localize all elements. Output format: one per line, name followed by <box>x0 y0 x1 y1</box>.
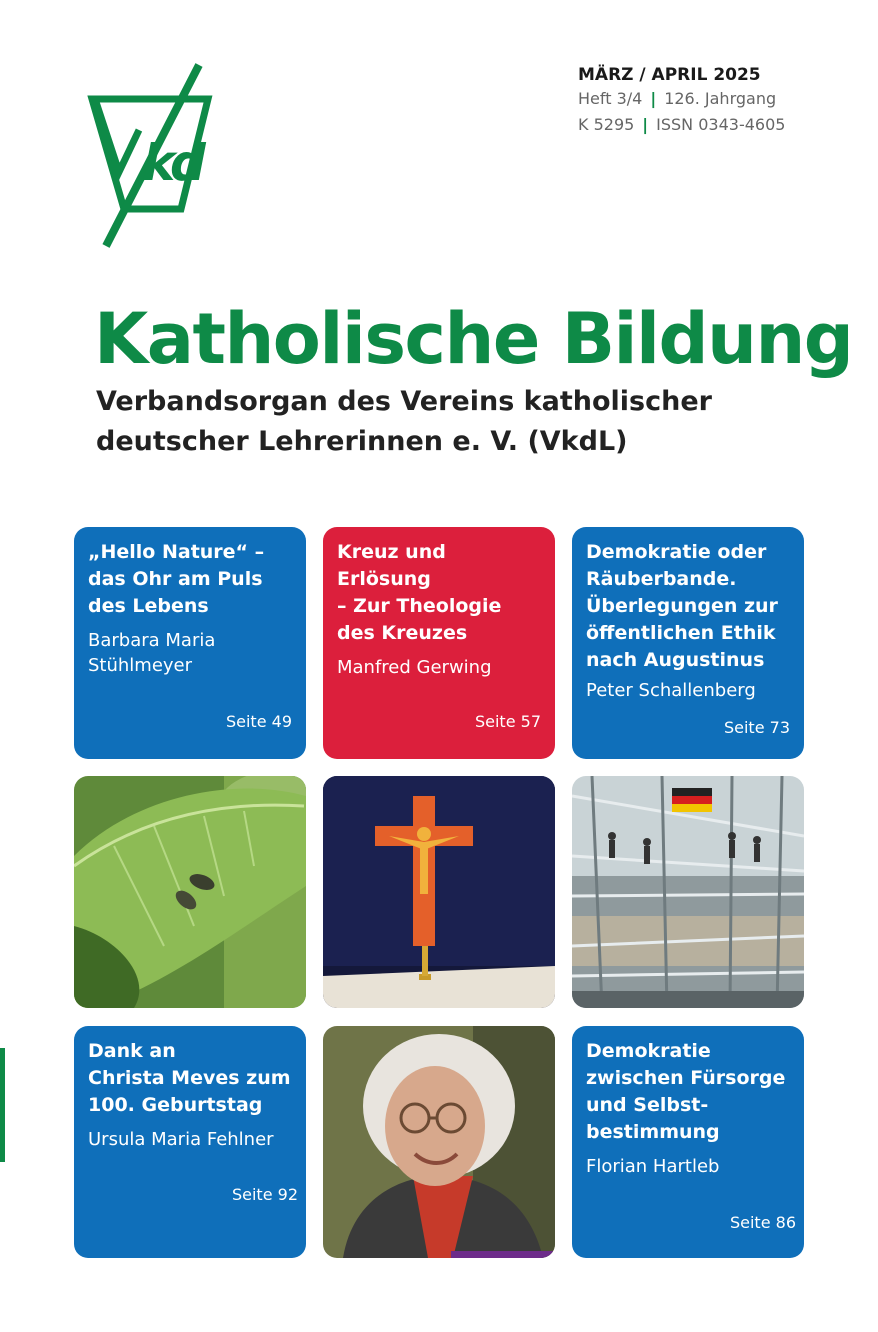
headline-line: und Selbst- <box>586 1094 709 1116</box>
article-headline <box>88 539 292 620</box>
author-line: Barbara Maria <box>88 630 216 651</box>
author-line: Ursula Maria Fehlner <box>88 1129 274 1150</box>
article-page: Seite 73 <box>723 718 790 737</box>
photo-reichstag-dome <box>572 776 804 1008</box>
article-author <box>88 628 292 678</box>
article-author <box>586 678 790 703</box>
headline-line: „Hello Nature“ – <box>88 541 265 563</box>
headline-line: Demokratie oder <box>586 541 767 563</box>
headline-line: nach Augustinus <box>586 649 765 671</box>
article-card-demokratie-fuersorge[interactable] <box>572 1026 804 1258</box>
author-line: Stühlmeyer <box>88 655 193 676</box>
issue-line-2 <box>578 112 785 138</box>
headline-line: Räuberbande. <box>586 568 737 590</box>
issue-info <box>578 64 785 138</box>
leaf-beetles-image <box>74 776 306 1008</box>
issue-line-1 <box>578 86 785 112</box>
headline-line: Überlegungen zur <box>586 595 778 617</box>
headline-line: des Lebens <box>88 595 209 617</box>
portrait-image <box>323 1026 555 1258</box>
green-edge-marker <box>0 1048 5 1162</box>
subtitle-line: deutscher Lehrerinnen e. V. (VkdL) <box>96 426 628 457</box>
article-page: Seite 92 <box>231 1185 298 1204</box>
photo-christa-meves <box>323 1026 555 1258</box>
vkdl-logo-icon <box>86 62 216 248</box>
svg-text:d: d <box>170 134 206 192</box>
magazine-title: Katholische Bildung <box>94 298 853 380</box>
headline-line: Demokratie <box>586 1040 711 1062</box>
headline-line: das Ohr am Puls <box>88 568 263 590</box>
article-card-hello-nature[interactable] <box>74 527 306 759</box>
article-card-christa-meves[interactable] <box>74 1026 306 1258</box>
article-page: Seite 57 <box>474 712 541 731</box>
magazine-subtitle <box>96 382 816 462</box>
author-line: Florian Hartleb <box>586 1156 720 1177</box>
separator: | <box>642 115 649 134</box>
author-line: Manfred Gerwing <box>337 657 492 678</box>
reichstag-image <box>572 776 804 1008</box>
headline-line: Kreuz und Erlösung <box>337 541 446 590</box>
crucifix-image <box>323 776 555 1008</box>
issue-issn: ISSN 0343-4605 <box>656 115 786 134</box>
headline-line: bestimmung <box>586 1121 720 1143</box>
article-headline <box>337 539 541 647</box>
article-headline <box>586 1038 790 1146</box>
article-card-kreuz[interactable] <box>323 527 555 759</box>
headline-line: 100. Geburtstag <box>88 1094 263 1116</box>
headline-line: Dank an <box>88 1040 176 1062</box>
article-author <box>88 1127 292 1152</box>
article-page: Seite 86 <box>729 1213 796 1232</box>
photo-crucifix <box>323 776 555 1008</box>
subtitle-line: Verbandsorgan des Vereins katholischer <box>96 386 712 417</box>
photo-leaf-beetles <box>74 776 306 1008</box>
headline-line: – Zur Theologie <box>337 595 502 617</box>
article-page: Seite 49 <box>225 712 292 731</box>
author-line: Peter Schallenberg <box>586 680 756 701</box>
article-card-demokratie-raeuberbande[interactable] <box>572 527 804 759</box>
issue-date: MÄRZ / APRIL 2025 <box>578 65 761 85</box>
article-headline <box>88 1038 292 1119</box>
headline-line: öffentlichen Ethik <box>586 622 776 644</box>
headline-line: Christa Meves zum <box>88 1067 291 1089</box>
article-author <box>337 655 541 680</box>
issue-k-number: K 5295 <box>578 115 635 134</box>
headline-line: zwischen Fürsorge <box>586 1067 786 1089</box>
article-headline <box>586 539 790 674</box>
vkdl-logo <box>86 62 216 248</box>
headline-line: des Kreuzes <box>337 622 468 644</box>
svg-text:k: k <box>142 134 176 192</box>
issue-jahrgang: 126. Jahrgang <box>664 89 777 108</box>
separator: | <box>650 89 657 108</box>
article-author <box>586 1154 790 1179</box>
issue-heft: Heft 3/4 <box>578 89 643 108</box>
